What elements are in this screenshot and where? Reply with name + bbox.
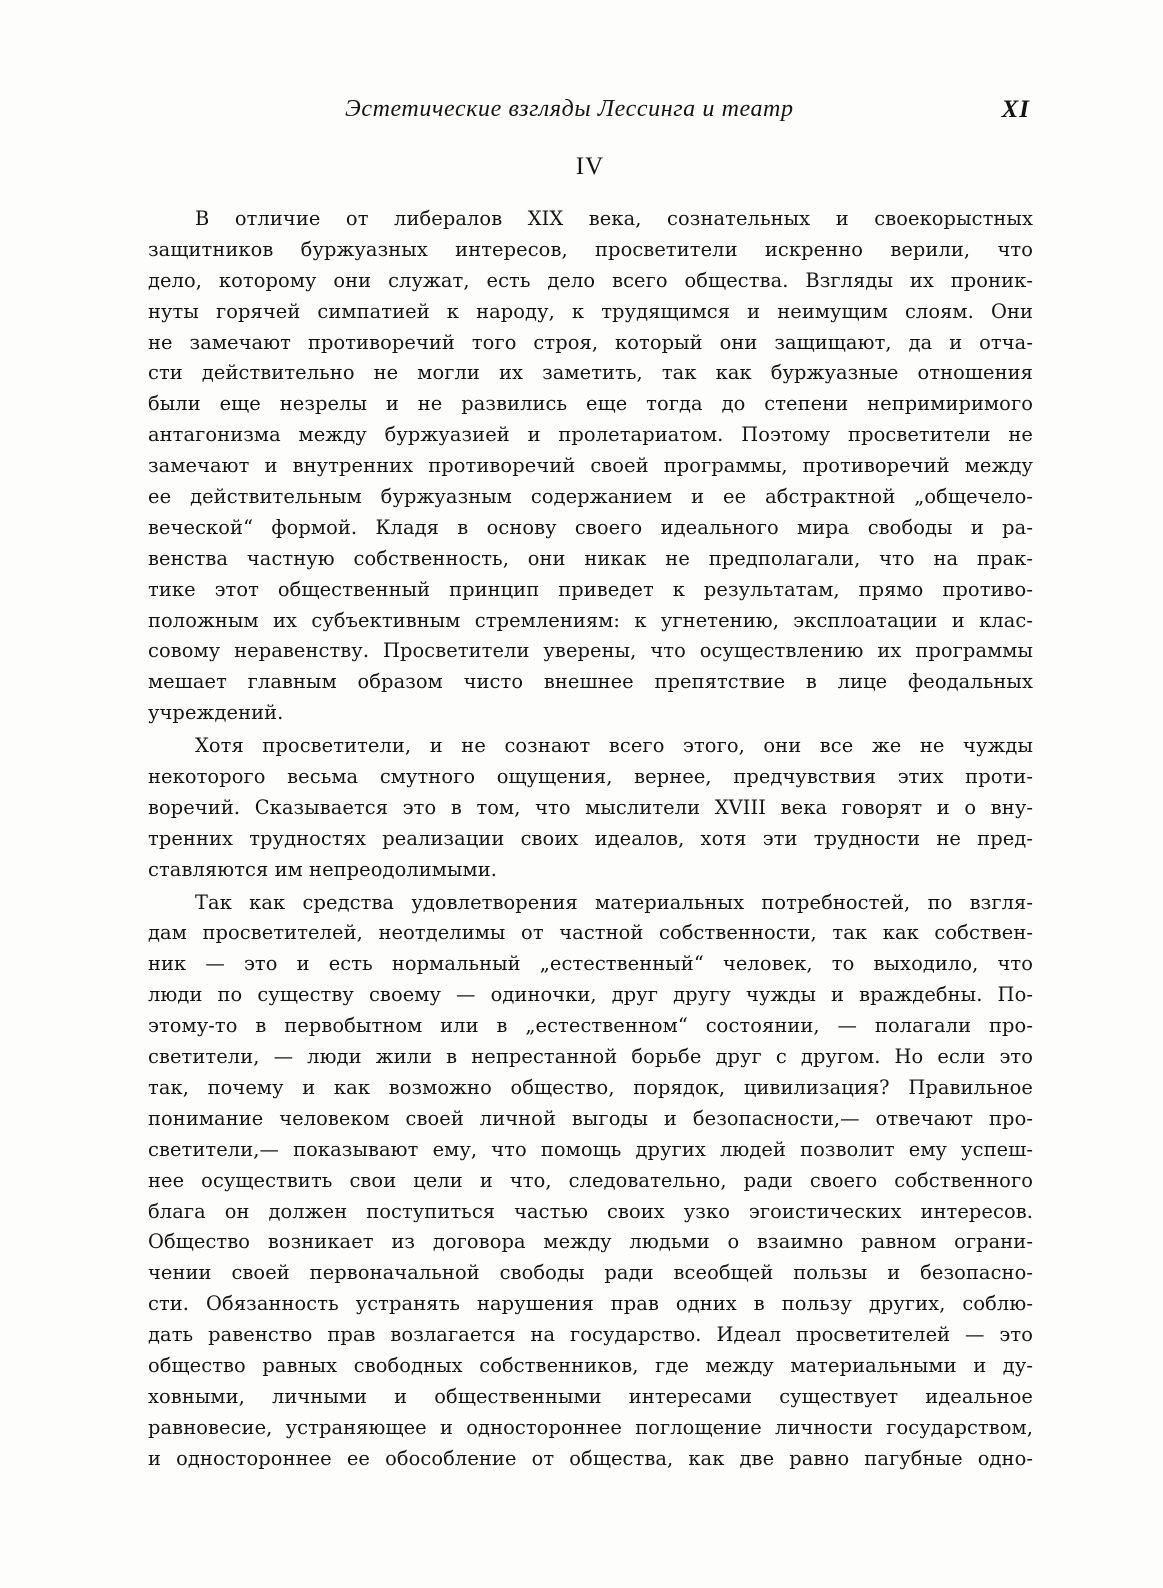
text-line: веческой“ формой. Кладя в основу своего идеального мира свободы и ра- xyxy=(148,515,1033,539)
text-line: светители,— показывают ему, что помощь других людей позволит ему успеш- xyxy=(148,1137,1033,1161)
text-line: защитников буржуазных интересов, просветители искренно верили, что xyxy=(148,237,1033,261)
paragraph-1 xyxy=(148,204,1033,729)
text-line: Общество возникает из договора между людьми о взаимно равном ограни- xyxy=(148,1230,1033,1254)
text-line: дать равенство прав возлагается на государство. Идеал просветителей — это xyxy=(148,1323,1033,1347)
text-line: ховными, личными и общественными интересами существует идеальное xyxy=(148,1384,1033,1408)
text-line: замечают и внутренних противоречий своей программы, противоречий между xyxy=(148,454,1033,478)
text-line: понимание человеком своей личной выгоды и безопасности,— отвечают про- xyxy=(148,1106,1033,1130)
text-line: венства частную собственность, они никак не предполагали, что на прак- xyxy=(148,546,1033,570)
text-line: дам просветителей, неотделимы от частной собственности, так как собствен- xyxy=(148,921,1033,945)
text-line: В отличие от либералов XIX века, сознательных и своекорыстных xyxy=(195,207,1033,230)
text-line: так, почему и как возможно общество, порядок, цивилизация? Правильное xyxy=(148,1075,1033,1099)
paragraph-2 xyxy=(148,731,1033,885)
page-number: XI xyxy=(1001,96,1030,123)
text-line: светители, — люди жили в непрестанной борьбе друг с другом. Но если это xyxy=(148,1045,1033,1069)
text-line: учреждений. xyxy=(148,701,284,725)
text-line: были еще незрелы и не развились еще тогда до степени непримиримого xyxy=(148,392,1033,416)
text-line: тике этот общественный принцип приведет к результатам, прямо противо- xyxy=(148,577,1033,601)
running-title: Эстетические взгляды Лессинга и театр xyxy=(345,96,794,122)
text-line: воречий. Сказывается это в том, что мыслители XVIII века говорят и о вну- xyxy=(148,795,1033,819)
section-heading: IV xyxy=(575,153,605,180)
text-line: ставляются им непреодолимыми. xyxy=(148,857,497,881)
text-line: не замечают противоречий того строя, который они защищают, да и отча- xyxy=(148,330,1033,354)
text-line: блага он должен поступиться частью своих узко эгоистических интересов. xyxy=(148,1199,1033,1223)
text-line: нуты горячей симпатией к народу, к трудящимся и неимущим слоям. Они xyxy=(148,299,1033,323)
text-line: некоторого весьма смутного ощущения, вернее, предчувствия этих проти- xyxy=(148,765,1033,789)
text-line: этому-то в первобытном или в „естественном“ состоянии, — полагали про- xyxy=(148,1014,1033,1038)
text-line: совому неравенству. Просветители уверены, что осуществлению их программы xyxy=(148,639,1033,663)
text-line: Так как средства удовлетворения материальных потребностей, по взгля- xyxy=(195,890,1033,914)
text-line: антагонизма между буржуазией и пролетариатом. Поэтому просветители не xyxy=(148,423,1033,447)
page-header xyxy=(150,96,1030,130)
text-line: мешает главным образом чисто внешнее препятствие в лице феодальных xyxy=(148,670,1033,694)
text-line: чении своей первоначальной свободы ради всеобщей пользы и безопасно- xyxy=(148,1261,1033,1285)
text-line: общество равных свободных собственников, где между материальными и ду- xyxy=(148,1353,1033,1377)
text-line: сти. Обязанность устранять нарушения прав одних в пользу других, соблю- xyxy=(148,1292,1033,1316)
text-line: положным их субъективным стремлениям: к угнетению, эксплоатации и клас- xyxy=(148,608,1033,632)
text-line: и одностороннее ее обособление от общества, как две равно пагубные одно- xyxy=(148,1446,1033,1470)
text-line: нее осуществить свои цели и что, следовательно, ради своего собственного xyxy=(148,1168,1033,1192)
text-line: равновесие, устраняющее и одностороннее поглощение личности государством, xyxy=(148,1415,1033,1439)
body-text xyxy=(148,204,1033,1477)
text-line: тренних трудностях реализации своих идеалов, хотя эти трудности не пред- xyxy=(148,826,1033,850)
text-line: ее действительным буржуазным содержанием и ее абстрактной „общечело- xyxy=(148,485,1033,509)
text-line: люди по существу своему — одиночки, друг другу чужды и враждебны. По- xyxy=(148,983,1033,1007)
text-line: ник — это и есть нормальный „естественный“ человек, то выходило, что xyxy=(148,952,1033,976)
text-line: Хотя просветители, и не сознают всего этого, они все же не чужды xyxy=(195,734,1033,758)
text-line: сти действительно не могли их заметить, так как буржуазные отношения xyxy=(148,361,1033,385)
paragraph-3 xyxy=(148,888,1033,1475)
text-line: дело, которому они служат, есть дело всего общества. Взгляды их проник- xyxy=(148,268,1033,292)
